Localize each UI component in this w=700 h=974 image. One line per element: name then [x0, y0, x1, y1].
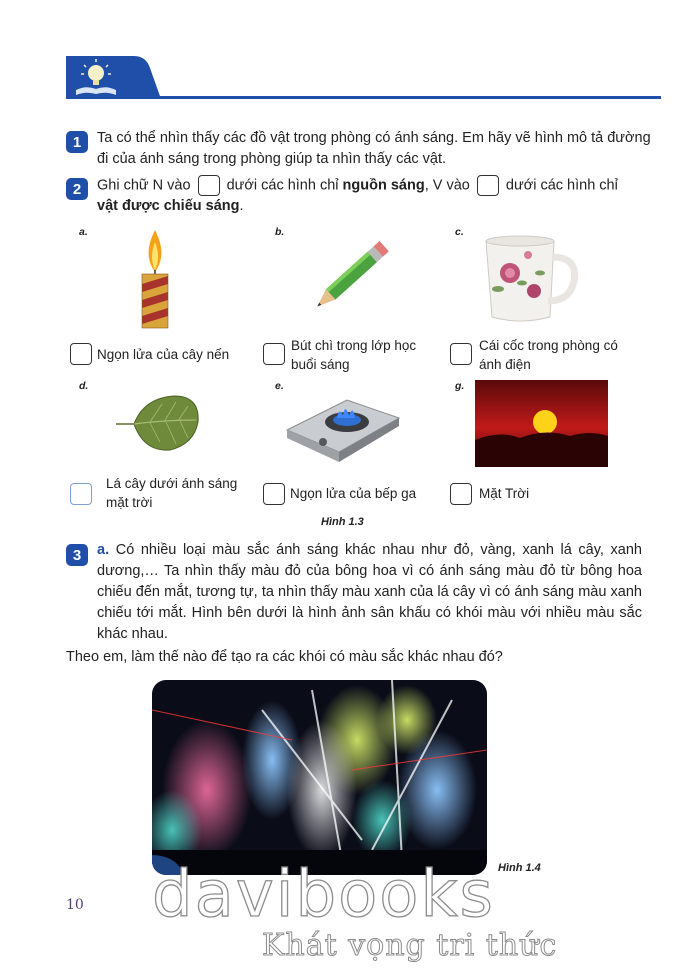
answer-checkbox-e[interactable] — [263, 483, 285, 505]
answer-checkbox-g[interactable] — [450, 483, 472, 505]
watermark-slogan: Khát vọng tri thức — [262, 928, 558, 963]
item-caption: Bút chì trong lớp học buổi sáng — [291, 338, 417, 372]
item-letter: d. — [79, 380, 89, 392]
item-letter: b. — [275, 226, 285, 238]
question-3-prompt: Theo em, làm thế nào để tạo ra các khói có màu sắc khác nhau đó? — [66, 649, 503, 665]
item-caption: Mặt Trời — [479, 486, 530, 501]
answer-checkbox-d[interactable] — [70, 483, 92, 505]
question-1-text: Ta có thể nhìn thấy các đồ vật trong phòng có ánh sáng. Em hãy vẽ hình mô tả đường đi của ánh sáng trong phòng giúp ta nhìn thấy các vật. — [97, 130, 651, 167]
item-letter: g. — [455, 380, 465, 392]
gas-stove-image — [285, 386, 403, 466]
item-letter: a. — [79, 226, 88, 238]
watermark-brand: davibooks — [152, 858, 495, 932]
item-caption: Lá cây dưới ánh sáng mặt trời — [106, 476, 238, 510]
header-rule — [66, 96, 661, 99]
page-number: 10 — [66, 897, 84, 913]
question-3-text: a. Có nhiều loại màu sắc ánh sáng khác nhau như đỏ, vàng, xanh lá cây, xanh dương,… Ta nhìn thấy màu đỏ của bông hoa vì có ánh sáng màu đỏ từ bông hoa chiếu đến mắt, tương tự, ta nhìn thấy màu xanh của lá cây vì có ánh sáng màu xanh chiếu tới mắt. Hình bên dưới là hình ảnh sân khấu có khói màu với nhiều màu sắc khác nhau. — [97, 542, 642, 642]
cup-image — [482, 235, 580, 325]
example-checkbox — [198, 175, 220, 196]
pencil-image — [300, 230, 400, 324]
figure-caption: Hình 1.4 — [498, 862, 541, 874]
leaf-image — [114, 392, 202, 454]
header-tab — [66, 56, 161, 99]
question-number-badge: 3 — [66, 544, 88, 566]
candle-image — [130, 228, 180, 330]
stage-smoke-image — [152, 680, 487, 875]
figure-caption: Hình 1.3 — [321, 516, 364, 528]
question-2-text: Ghi chữ N vào dưới các hình chỉ nguồn sáng, V vào dưới các hình chỉ vật được chiếu sáng. — [97, 175, 662, 217]
example-checkbox — [477, 175, 499, 196]
item-caption: Ngọn lửa của cây nến — [97, 347, 230, 362]
item-caption: Cái cốc trong phòng có ánh điện — [479, 338, 618, 372]
item-letter: c. — [455, 226, 464, 238]
question-number-badge: 1 — [66, 131, 88, 153]
answer-checkbox-a[interactable] — [70, 343, 92, 365]
item-letter: e. — [275, 380, 284, 392]
answer-checkbox-c[interactable] — [450, 343, 472, 365]
sunset-image — [475, 380, 608, 467]
item-caption: Ngọn lửa của bếp ga — [290, 486, 417, 501]
question-number-badge: 2 — [66, 178, 88, 200]
answer-checkbox-b[interactable] — [263, 343, 285, 365]
